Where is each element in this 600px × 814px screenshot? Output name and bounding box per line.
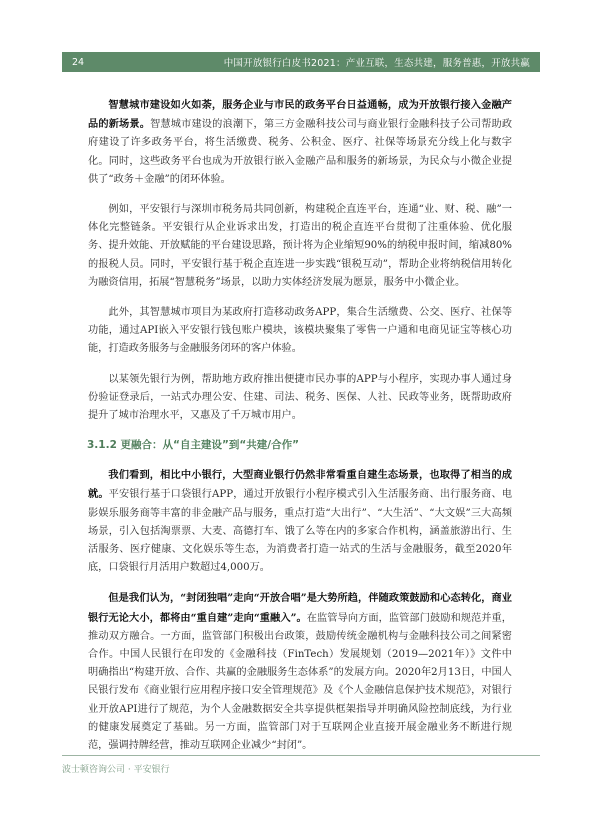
paragraph-body: 智慧城市建设的浪潮下，第三方金融科技公司与商业银行金融科技子公司帮助政府建设了许多政务平台，将生活缴费、税务、公积金、医疗、社保等场景充分线上化与数字化。同时，这些政务平台也成为开放银行嵌入金融产品和服务的新场景，为民众与小微企业提供了“政务＋金融”的闭环体验。 [88,119,513,185]
page-number: 24 [72,56,85,68]
running-header [62,52,540,72]
paragraph-body: 以某领先银行为例，帮助地方政府推出便捷市民办事的APP与小程序，实现办事人通过身份验证登录后，一站式办理公安、住建、司法、税务、医保、人社、民政等业务，既帮助政府提升了城市治理水平，又惠及了千万城市用户。 [88,373,512,422]
paragraph-lead: 我们看到，相比中小银行，大型商业银行仍然非常看重自建生态场景，也取得了相当的成就。 [88,469,512,501]
paragraph-lead: 但是我们认为，“封闭独唱”走向“开放合唱”是大势所趋，伴随政策鼓励和心态转化，商业银行无论大小，都将由“重自建”走向“重融入”。 [88,592,512,624]
paragraph-body: 此外，其智慧城市项目为某政府打造移动政务APP，集合生活缴费、公交、医疗、社保等功能，通过API嵌入平安银行钱包账户模块，该模块聚集了零售一户通和电商见证宝等核心功能，打造政务服务与金融服务闭环的客户体验。 [88,307,512,355]
section-heading: 3.1.2 更融合：从“自主建设”到“共建/合作” [87,439,299,452]
paragraph-tax-example [88,201,512,292]
paragraph-lead: 智慧城市建设如火如荼，服务企业与市民的政务平台日益通畅，成为开放银行接入金融产品的新场景。 [88,99,512,131]
main-content [88,96,512,767]
footer-credit: 波士顿咨询公司 · 平安银行 [62,765,170,775]
running-title: 中国开放银行白皮书2021：产业互联，生态共建，服务普惠，开放共赢 [223,58,530,69]
paragraph-body: 例如，平安银行与深圳市税务局共同创新，构建税企直连平台，连通“业、财、税、融”一体化完整链条。平安银行从企业诉求出发，打造出的税企直连平台贯彻了注重体验、优化服务、提升效能、开放赋能的平台建设思路，预计将为企业缩短90%的纳税申报时间，缩减80%的报税人员。同时，平安银行基于税企直连进一步实践“银税互动”，帮助企业将纳税信用转化为融资信用，拓展“智慧税务”场景，以助力实体经济发展为愿景，服务中小微企业。 [88,204,512,288]
paragraph-gov-app [88,304,512,359]
footer-divider [62,755,540,756]
paragraph-smart-city [88,96,512,189]
paragraph-open-cooperation [88,589,512,755]
paragraph-self-built [88,466,512,577]
paragraph-body: 平安银行基于口袋银行APP，通过开放银行小程序模式引入生活服务商、出行服务商、电影娱乐服务商等丰富的非金融产品与服务，重点打造“大出行”、“大生活”、“大文娱”三大高频场景，引入包括淘票票、大麦、高德打车、饿了么等在内的多家合作机构，涵盖旅游出行、生活服务、医疗健康、文化娱乐等生态，为消费者打造一站式的生活与金融服务，截至2020年底，口袋银行月活用户数超过4,000万。 [88,489,513,574]
paragraph-body: 在监管导向方面，监管部门鼓励和规范并重，推动双方融合。一方面，监管部门积极出台政策，鼓励传统金融机构与金融科技公司之间紧密合作。中国人民银行在印发的《金融科技（FinTech）发展规划（2019—2021年）》文件中明确指出“构建开放、合作、共赢的金融服务生态体系”的发展方向。2020年2月13日，中国人民银行发布《商业银行应用程序接口安全管理规范》及《个人金融信息保护技术规范》，对银行业开放API进行了规范，为个人金融数据安全共享提供框架指导并明确风险控制底线，为行业的健康发展奠定了基础。另一方面，监管部门对于互联网企业直接开展金融业务不断进行规范，强调持牌经营，推动互联网企业减少“封闭”。 [88,612,512,752]
paragraph-leading-bank [88,371,512,426]
